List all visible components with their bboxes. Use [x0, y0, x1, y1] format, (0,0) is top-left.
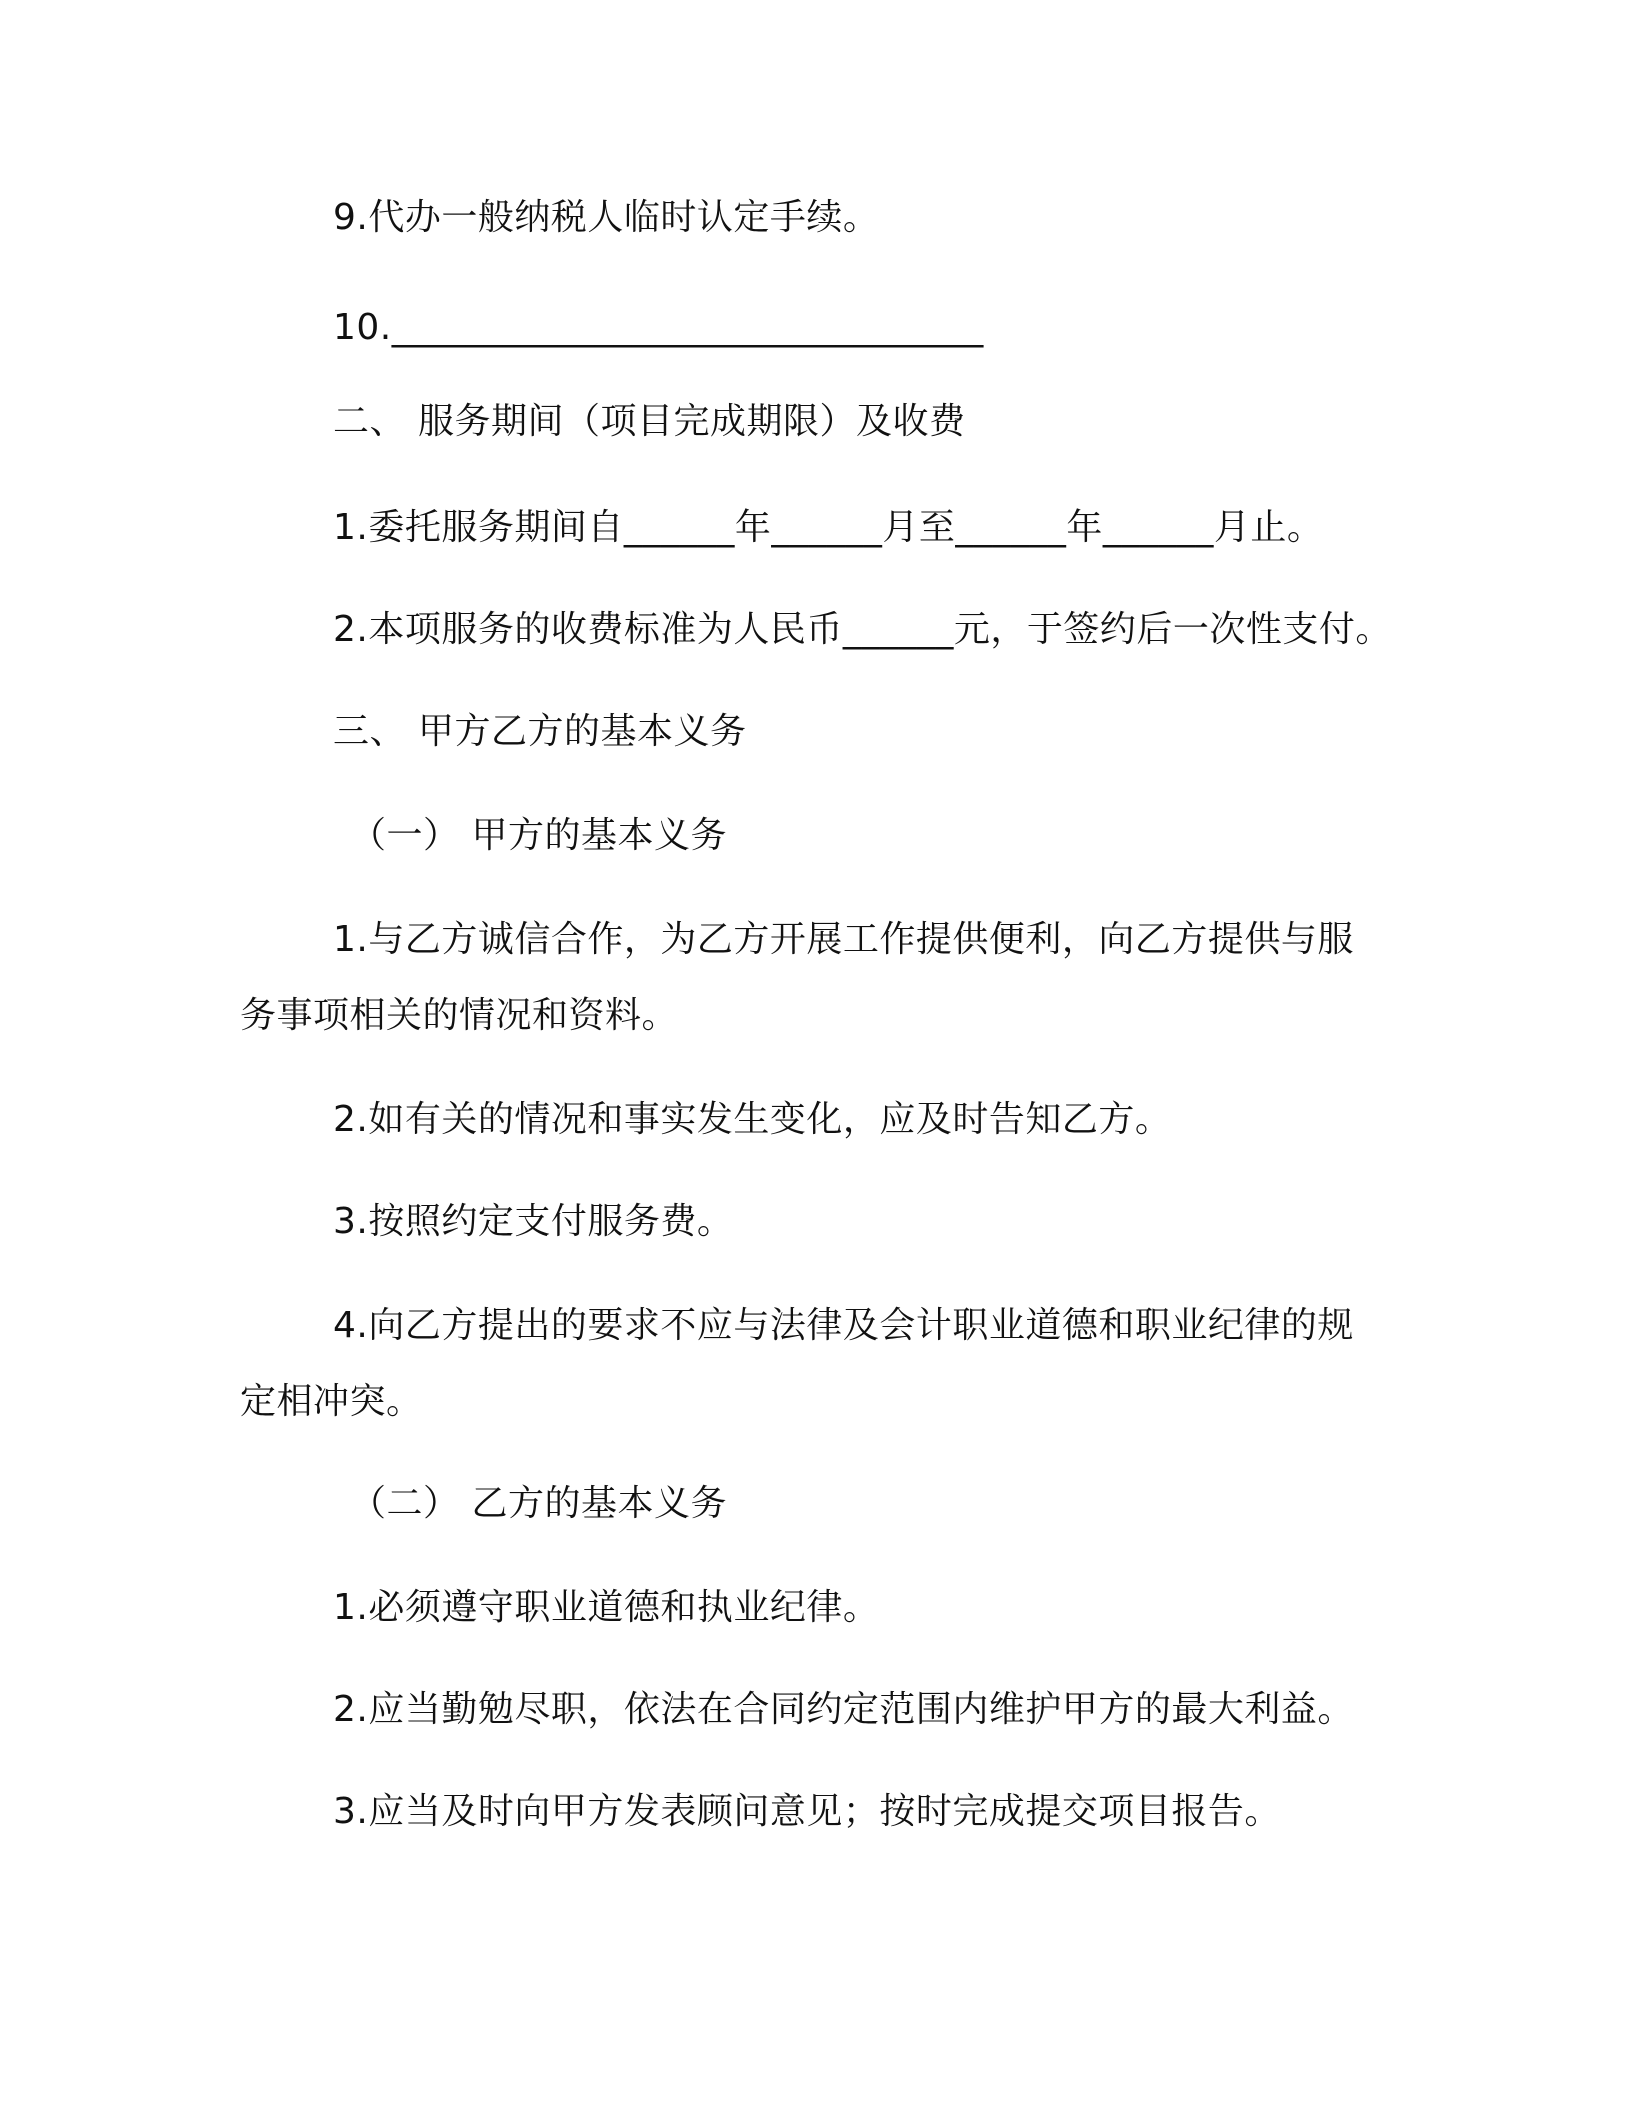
- subsection-heading-party-b: （二） 乙方的基本义务: [350, 1483, 727, 1524]
- section-heading-obligations: 三、 甲方乙方的基本义务: [333, 711, 747, 752]
- subsection-heading-party-a: （一） 甲方的基本义务: [350, 815, 727, 856]
- party-a-item-1-line-1: 1.与乙方诚信合作，为乙方开展工作提供便利，向乙方提供与服: [333, 919, 1354, 960]
- party-b-item-3: 3.应当及时向甲方发表顾问意见；按时完成提交项目报告。: [333, 1791, 1281, 1832]
- party-a-item-4-line-1: 4.向乙方提出的要求不应与法律及会计职业道德和职业纪律的规: [333, 1305, 1354, 1346]
- party-a-item-2: 2.如有关的情况和事实发生变化，应及时告知乙方。: [333, 1099, 1172, 1140]
- section-heading-service-period: 二、 服务期间（项目完成期限）及收费: [333, 401, 966, 442]
- party-a-item-1-line-2: 务事项相关的情况和资料。: [240, 995, 679, 1036]
- clause-item-9: 9.代办一般纳税人临时认定手续。: [333, 197, 880, 238]
- clause-service-period: 1.委托服务期间自______年______月至______年______月止。: [333, 507, 1324, 548]
- party-b-item-2: 2.应当勤勉尽职，依法在合同约定范围内维护甲方的最大利益。: [333, 1689, 1354, 1730]
- party-b-item-1: 1.必须遵守职业道德和执业纪律。: [333, 1587, 880, 1628]
- party-a-item-3: 3.按照约定支付服务费。: [333, 1201, 734, 1242]
- clause-item-10-blank: 10.________________________________: [333, 307, 984, 348]
- party-a-item-4-line-2: 定相冲突。: [240, 1381, 423, 1422]
- clause-fee-standard: 2.本项服务的收费标准为人民币______元，于签约后一次性支付。: [333, 609, 1392, 650]
